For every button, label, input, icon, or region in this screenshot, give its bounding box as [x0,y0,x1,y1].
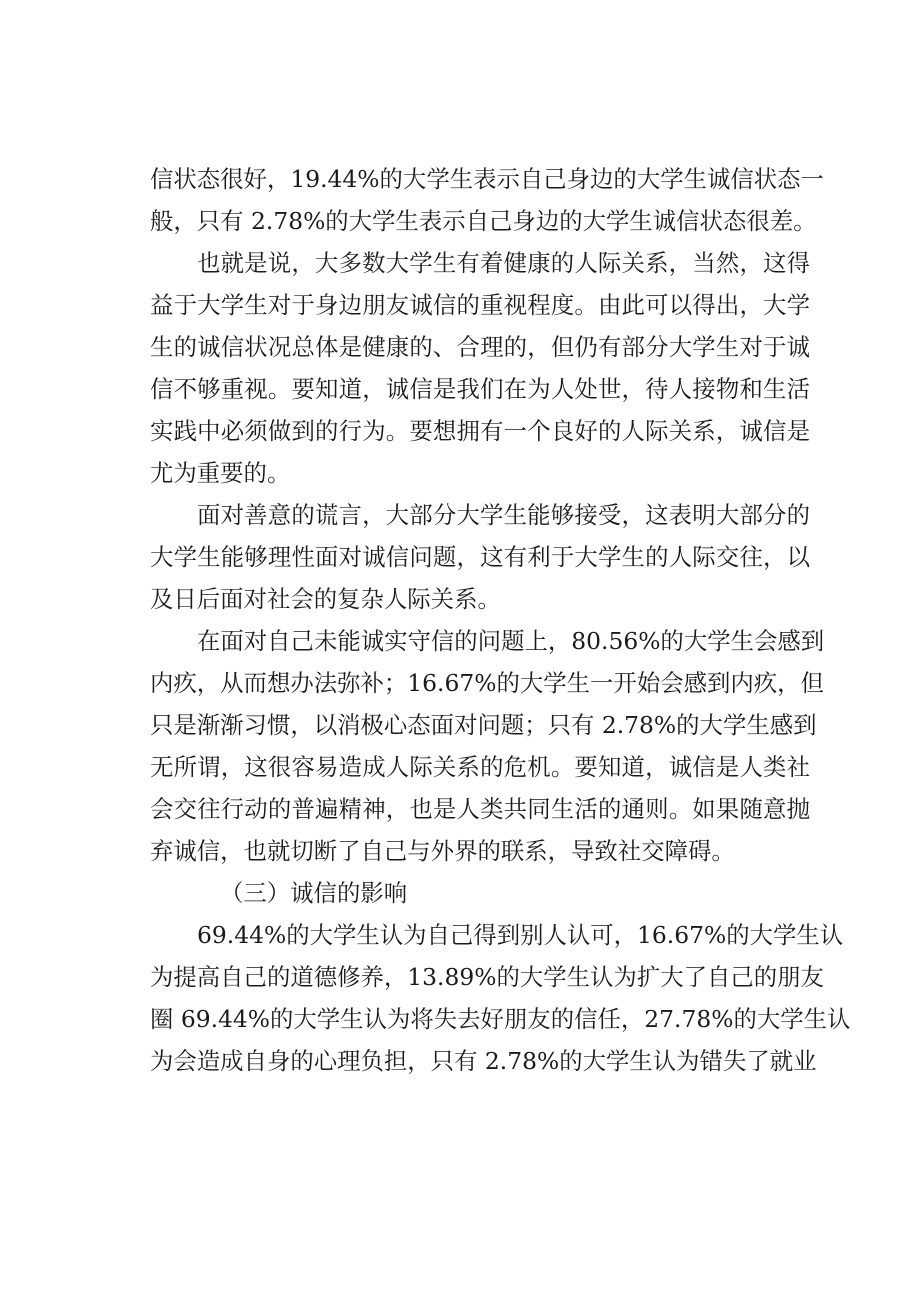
paragraph-first-line: 69.44%的大学生认为自己得到别人认可，16.67%的大学生认 [197,921,844,949]
text-line: 般，只有 2.78%的大学生表示自己身边的大学生诚信状态很差。 [150,207,817,235]
text-line: 信不够重视。要知道，诚信是我们在为人处世，待人接物和生活 [150,375,810,403]
text-line: 圈 69.44%的大学生认为将失去好朋友的信任，27.78%的大学生认 [150,1005,851,1033]
text-line: 为提高自己的道德修养，13.89%的大学生认为扩大了自己的朋友 [150,963,824,991]
text-line: 为会造成自身的心理负担，只有 2.78%的大学生认为错失了就业 [150,1047,817,1075]
text-line: 只是渐渐习惯，以消极心态面对问题；只有 2.78%的大学生感到 [150,711,817,739]
text-line: 尤为重要的。 [150,459,291,487]
paragraph-first-line: 也就是说，大多数大学生有着健康的人际关系，当然，这得 [197,249,810,277]
text-line: 会交往行动的普遍精神，也是人类共同生活的通则。如果随意抛 [150,795,810,823]
text-line: 内疚，从而想办法弥补；16.67%的大学生一开始会感到内疚，但 [150,669,824,697]
paragraph-first-line: 在面对自己未能诚实守信的问题上，80.56%的大学生会感到 [197,627,825,655]
text-line: 弃诚信，也就切断了自己与外界的联系，导致社交障碍。 [150,837,735,865]
text-line: 大学生能够理性面对诚信问题，这有利于大学生的人际交往，以 [150,543,810,571]
text-line: 无所谓，这很容易造成人际关系的危机。要知道，诚信是人类社 [150,753,810,781]
section-heading: （三）诚信的影响 [220,879,408,907]
text-line: 及日后面对社会的复杂人际关系。 [150,585,501,613]
text-line: 生的诚信状况总体是健康的、合理的，但仍有部分大学生对于诚 [150,333,810,361]
paragraph-first-line: 面对善意的谎言，大部分大学生能够接受，这表明大部分的 [197,501,810,529]
text-line: 实践中必须做到的行为。要想拥有一个良好的人际关系，诚信是 [150,417,810,445]
text-line: 信状态很好，19.44%的大学生表示自己身边的大学生诚信状态一 [150,165,824,193]
text-line: 益于大学生对于身边朋友诚信的重视程度。由此可以得出，大学 [150,291,810,319]
document-body [150,158,851,1082]
